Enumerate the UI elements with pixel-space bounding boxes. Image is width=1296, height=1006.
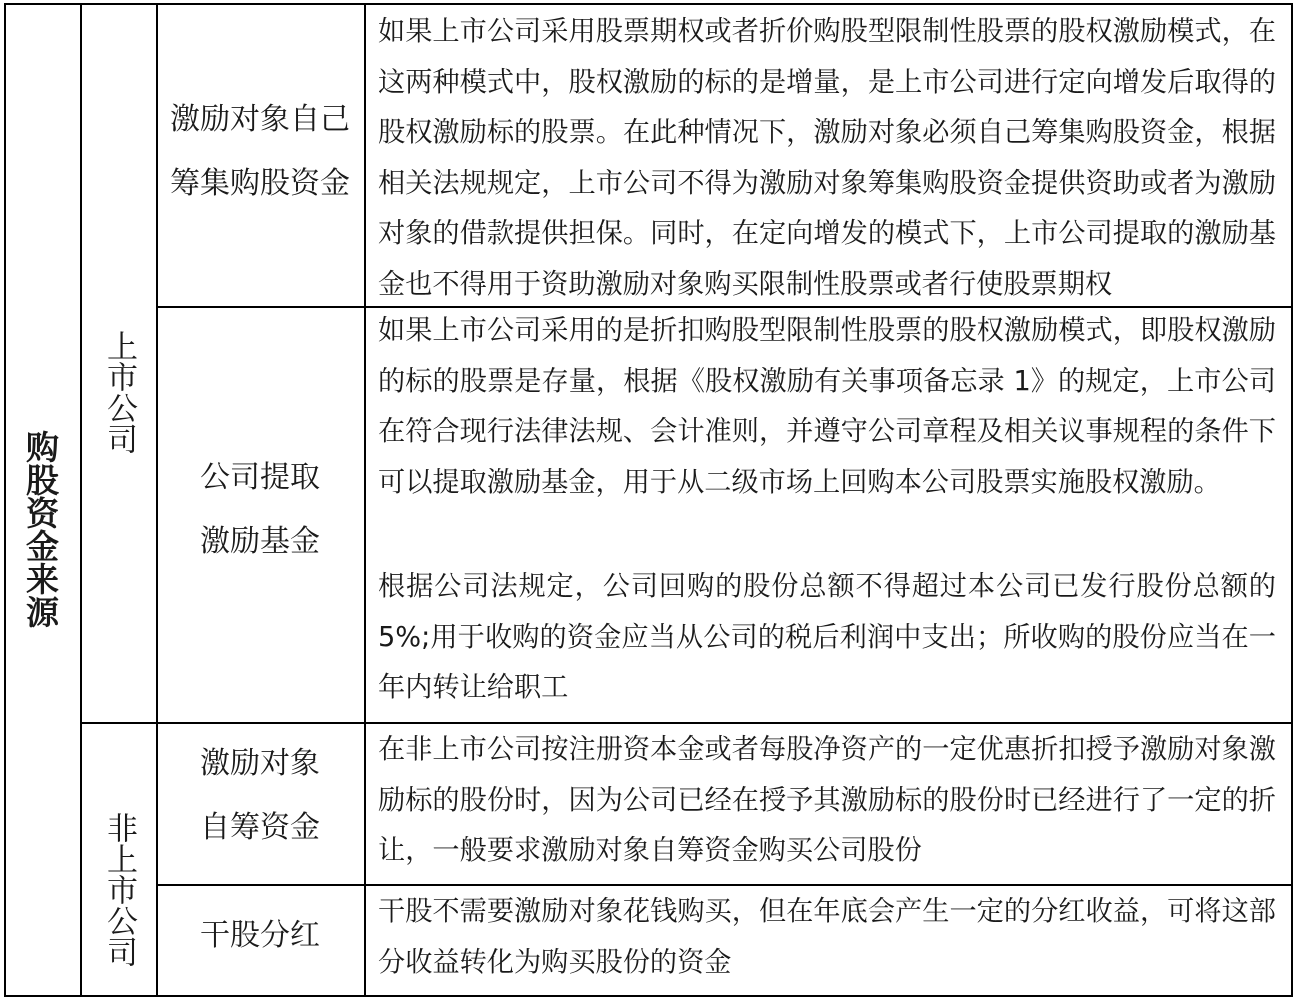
row-divider-2	[80, 722, 1293, 724]
table-border-bottom	[4, 995, 1293, 997]
description-incentive-fund-1: 如果上市公司采用的是折扣购股型限制性股票的股权激励模式，即股权激励的标的股票是存量，根据《股权激励有关事项备忘录 1》的规定，上市公司在符合现行法律法规、会计准则，并遵守公司章程及相关议事规程的条件下可以提取激励基金，用于从二级市场上回购本公司股票实施股权激励。	[378, 315, 1276, 498]
method-label-self-funded: 激励对象自己 筹集购股资金	[170, 102, 350, 201]
column-divider-1	[80, 3, 82, 997]
description-incentive-fund-2: 根据公司法规定，公司回购的股份总额不得超过本公司已发行股份总额的5%;用于收购的资金应当从公司的税后利润中支出；所收购的股份应当在一年内转让给职工	[378, 571, 1276, 703]
main-header: 购股资金来源	[21, 430, 60, 628]
column-divider-3	[364, 3, 366, 997]
table-border-left	[4, 3, 6, 997]
group-label-unlisted: 非上市公司	[101, 812, 137, 967]
description-self-raised: 在非上市公司按注册资本金或者每股净资产的一定优惠折扣授予激励对象激励标的股份时，因为公司已经在授予其激励标的股份时已经进行了一定的折让，一般要求激励对象自筹资金购买公司股份	[378, 734, 1276, 866]
description-self-funded: 如果上市公司采用股票期权或者折价购股型限制性股票的股权激励模式，在这两种模式中，股权激励的标的是增量，是上市公司进行定向增发后取得的股权激励标的股票。在此种情况下，激励对象必须自己筹集购股资金，根据相关法规规定，上市公司不得为激励对象筹集购股资金提供资助或者为激励对象的借款提供担保。同时，在定向增发的模式下，上市公司提取的激励基金也不得用于资助激励对象购买限制性股票或者行使股票期权	[378, 16, 1276, 300]
row-divider-3	[156, 884, 1293, 886]
table-border-top	[4, 3, 1293, 5]
description-dry-share-dividend: 干股不需要激励对象花钱购买，但在年底会产生一定的分红收益，可将这部分收益转化为购买股份的资金	[378, 896, 1276, 978]
method-label-incentive-fund: 公司提取 激励基金	[200, 460, 320, 559]
method-label-dry-share-dividend: 干股分红	[200, 918, 320, 953]
method-label-self-raised: 激励对象 自筹资金	[200, 746, 320, 845]
table-border-right	[1291, 3, 1293, 997]
group-label-listed: 上市公司	[101, 330, 137, 454]
